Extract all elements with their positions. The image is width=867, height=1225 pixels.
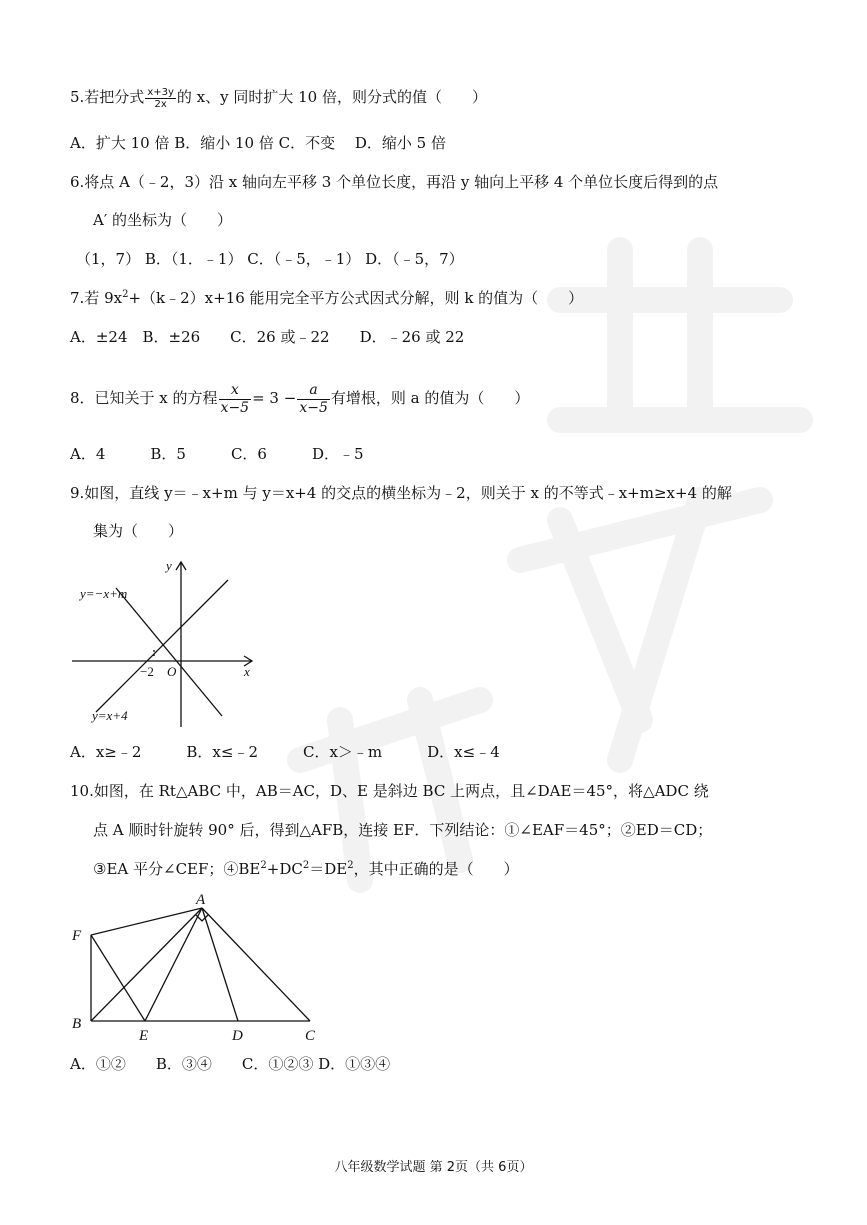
point-E: E [139,1028,149,1044]
q6-options: （1，7） B．（1．﹣1） C．（﹣5，﹣1） D．（﹣5，7） [76,250,464,268]
q9-stem-line2: 集为（ ） [93,522,184,540]
q9-stem-line1: 9.如图，直线 y＝﹣x+m 与 y＝x+4 的交点的横坐标为﹣2，则关于 x 的不等式﹣x+m≥x+4 的解 [70,484,732,502]
q5-suffix: 的 x、y 同时扩大 10 倍，则分式的值（ ） [176,88,487,106]
q10-sup-3: 2 [347,860,354,871]
line-y-eq-neg-x-plus-m [116,588,222,716]
x-axis-label: x [244,664,250,679]
segment-AE [145,908,202,1021]
point-D: D [232,1028,243,1044]
segment-FE [91,935,145,1021]
q10-stem-line3 [93,858,519,880]
q7-stem-b: +（k﹣2）x+16 能用完全平方公式因式分解，则 k 的值为（ ） [128,289,584,307]
q10-stem-line1: 10.如图，在 Rt△ABC 中，AB＝AC，D、E 是斜边 BC 上两点，且∠DAE＝45°，将△ADC 绕 [70,782,709,800]
q9-graph [66,552,266,737]
q10-figure [60,888,330,1048]
q10-line3-d: ，其中正确的是（ ） [353,860,519,878]
page-footer: 八年级数学试题 第 2页（共 6页） [334,1160,533,1175]
q10-stem-line2: 点 A 顺时针旋转 90° 后，得到△AFB，连接 EF．下列结论：①∠EAF＝45°；②ED＝CD； [93,821,713,839]
point-F: F [72,928,82,944]
q10-sup-1: 2 [260,860,267,871]
q8-f1-num: x [219,382,252,400]
q7-sup: 2 [122,289,129,300]
origin-label: O [167,664,177,679]
q5-stem [70,86,487,110]
segment-AB [91,908,202,1021]
q8-options: A．4 B．5 C．6 D．﹣5 [70,445,364,463]
q5-prefix: 5.若把分式 [70,88,145,106]
q6-stem-line2: A′ 的坐标为（ ） [93,211,233,229]
q8-suffix: 有增根，则 a 的值为（ ） [330,389,530,407]
q8-prefix: 8．已知关于 x 的方程 [70,389,218,407]
q5-frac-num: x+3y [147,86,174,98]
q8-fraction-1 [219,382,252,417]
q5-fraction [145,87,176,110]
q9-options: A．x≥﹣2 B．x≤﹣2 C．x＞﹣m D．x≤﹣4 [70,743,500,761]
q8-fraction-2 [297,382,330,417]
point-C: C [305,1028,316,1044]
point-B: B [72,1016,82,1032]
q7-stem-a: 7.若 9x [70,289,123,307]
label-line2: y=x+4 [92,708,128,723]
q7-stem [70,287,583,309]
q7-options: A．±24 B．±26 C．26 或﹣22 D．﹣26 或 22 [70,328,465,346]
segment-AF [91,908,202,935]
q10-sup-2: 2 [302,860,310,871]
q10-line3-b: +DC [266,860,303,878]
q10-options: A．①② B．③④ C．①②③ D．①③④ [70,1055,391,1073]
y-axis-label: y [166,558,172,573]
q8-f2-den: x−5 [299,399,328,416]
q10-line3-c: ＝DE [309,860,348,878]
tick-label: −2 [140,664,154,679]
point-A: A [196,892,206,908]
q5-options: A．扩大 10 倍 B．缩小 10 倍 C．不变 D．缩小 5 倍 [70,134,446,152]
q6-stem-line1: 6.将点 A（﹣2，3）沿 x 轴向左平移 3 个单位长度，再沿 y 轴向上平移 4 个单位长度后得到的点 [70,173,719,191]
q8-f2-num: a [297,382,330,400]
q8-stem [70,380,529,417]
segment-AC [202,908,310,1021]
q8-mid: = 3 − [252,389,297,407]
q8-f1-den: x−5 [220,399,250,416]
segment-AD [202,908,238,1021]
label-line1: y=−x+m [80,586,128,601]
q10-line3-a: ③EA 平分∠CEF；④BE [93,860,261,878]
q5-frac-den: 2x [154,98,167,110]
